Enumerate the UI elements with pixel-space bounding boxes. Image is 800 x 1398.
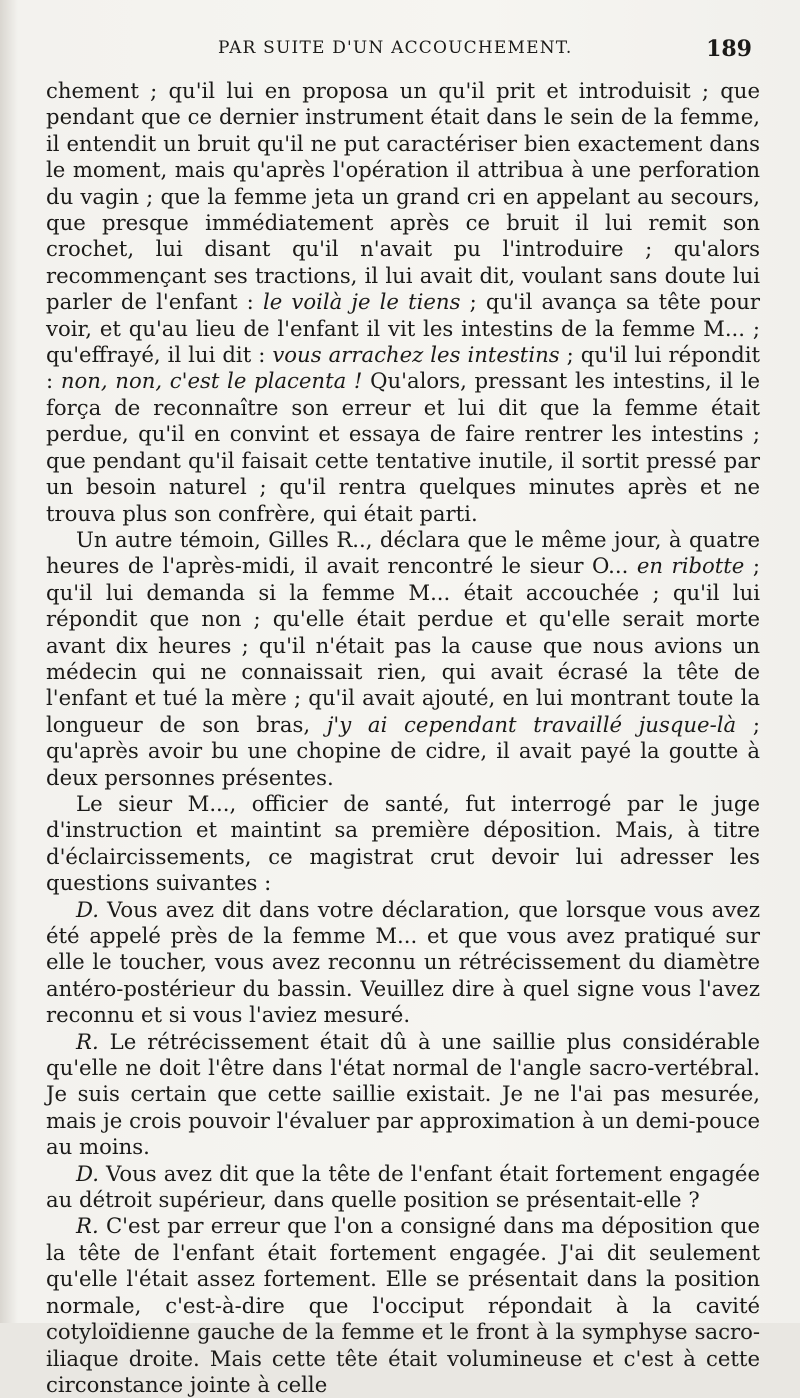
italic-text: R. bbox=[76, 1028, 99, 1054]
italic-text: le voilà je le tiens bbox=[262, 289, 461, 315]
italic-text: R. bbox=[76, 1213, 99, 1239]
paragraph bbox=[46, 897, 760, 1029]
paragraph bbox=[46, 78, 760, 527]
italic-text: vous arrachez les intestins bbox=[272, 342, 560, 368]
text-run: ; qu'après avoir bu une chopine de cidre, il avait payé la goutte à deux personnes présentes. bbox=[46, 711, 760, 790]
text-run: Un autre témoin, Gilles R.., déclara que le même jour, à quatre heures de l'après-midi, il avait rencontré le sieur O... bbox=[46, 526, 760, 579]
text-run: C'est par erreur que l'on a consigné dans ma déposition que la tête de l'enfant était fortement engagée. J'ai dit seulement qu'elle l'était assez fortement. Elle se présentait dans la position normale, c'est-à-dire que l'occiput répondait à la cavité cotyloïdienne gauche de la femme et le front à la symphyse sacro-iliaque droite. Mais cette tête était volumineuse et c'est à cette circonstance jointe à celle bbox=[46, 1213, 760, 1397]
text-run: Le rétrécissement était dû à une saillie plus considérable qu'elle ne doit l'être dans l'état normal de l'angle sacro-vertébral. Je suis certain que cette saillie existait. Je ne l'ai pas mesurée, mais je crois pouvoir l'évaluer par approximation à un demi-pouce au moins. bbox=[46, 1028, 760, 1160]
running-head: PAR SUITE D'UN ACCOUCHEMENT. bbox=[218, 38, 573, 58]
paragraph bbox=[46, 1029, 760, 1161]
italic-text: non, non, c'est le placenta ! bbox=[60, 368, 363, 394]
italic-text: j'y ai cependant travaillé jusque-là bbox=[326, 711, 737, 737]
page-number: 189 bbox=[706, 36, 752, 62]
text-run: Vous avez dit dans votre déclaration, que lorsque vous avez été appelé près de la femme M... et que vous avez pratiqué sur elle le toucher, vous avez reconnu un rétrécissement du diamètre antéro-postérieur du bassin. Veuillez dire à quel signe vous l'avez reconnu et si vous l'aviez mesuré. bbox=[46, 896, 760, 1028]
text-run: chement ; qu'il lui en proposa un qu'il prit et introduisit ; que pendant que ce dernier instrument était dans le sein de la femme, il entendit un bruit qu'il ne put caractériser bien exactement dans le moment, mais qu'après l'opération il attribua à une perforation du vagin ; que la femme jeta un grand cri en appelant au secours, que presque immédiatement après ce bruit il lui remit son crochet, lui disant qu'il n'avait pu l'introduire ; qu'alors recommençant ses tractions, il lui avait dit, voulant sans doute lui parler de l'enfant : bbox=[46, 78, 760, 315]
text-run: ; qu'il avança sa tête pour voir, et qu'au lieu de l'enfant il vit les intestins de la femme M... ; qu'effrayé, il lui dit : bbox=[46, 289, 760, 368]
text-run: Le sieur M..., officier de santé, fut interrogé par le juge d'instruction et maintint sa première déposition. Mais, à titre d'éclaircissements, ce magistrat crut devoir lui adresser les questions suivantes : bbox=[46, 790, 760, 896]
paragraph bbox=[46, 1161, 760, 1214]
italic-text: en ribotte bbox=[636, 553, 745, 579]
italic-text: D. bbox=[76, 896, 99, 922]
body-text bbox=[46, 78, 760, 1398]
text-run: Vous avez dit que la tête de l'enfant était fortement engagée au détroit supérieur, dans quelle position se présentait-elle ? bbox=[46, 1160, 760, 1213]
paragraph bbox=[46, 527, 760, 791]
text-run: Qu'alors, pressant les intestins, il le força de reconnaître son erreur et lui dit que la femme était perdue, qu'il en convint et essaya de faire rentrer les intestins ; que pendant qu'il faisait cette tentative inutile, il sortit pressé par un besoin naturel ; qu'il rentra quelques minutes après et ne trouva plus son confrère, qui était parti. bbox=[46, 368, 760, 526]
page-header bbox=[48, 36, 762, 66]
text-run: ; qu'il lui demanda si la femme M... était accouchée ; qu'il lui répondit que non ; qu'elle était perdue et qu'elle serait morte avant dix heures ; qu'il n'était pas la cause que nous avions un médecin qui ne connaissait rien, qui avait écrasé la tête de l'enfant et tué la mère ; qu'il avait ajouté, en lui montrant toute la longueur de son bras, bbox=[46, 553, 760, 737]
italic-text: D. bbox=[76, 1160, 99, 1186]
paragraph bbox=[46, 1213, 760, 1398]
paragraph bbox=[46, 791, 760, 897]
text-run: ; qu'il lui répondit : bbox=[46, 342, 760, 394]
